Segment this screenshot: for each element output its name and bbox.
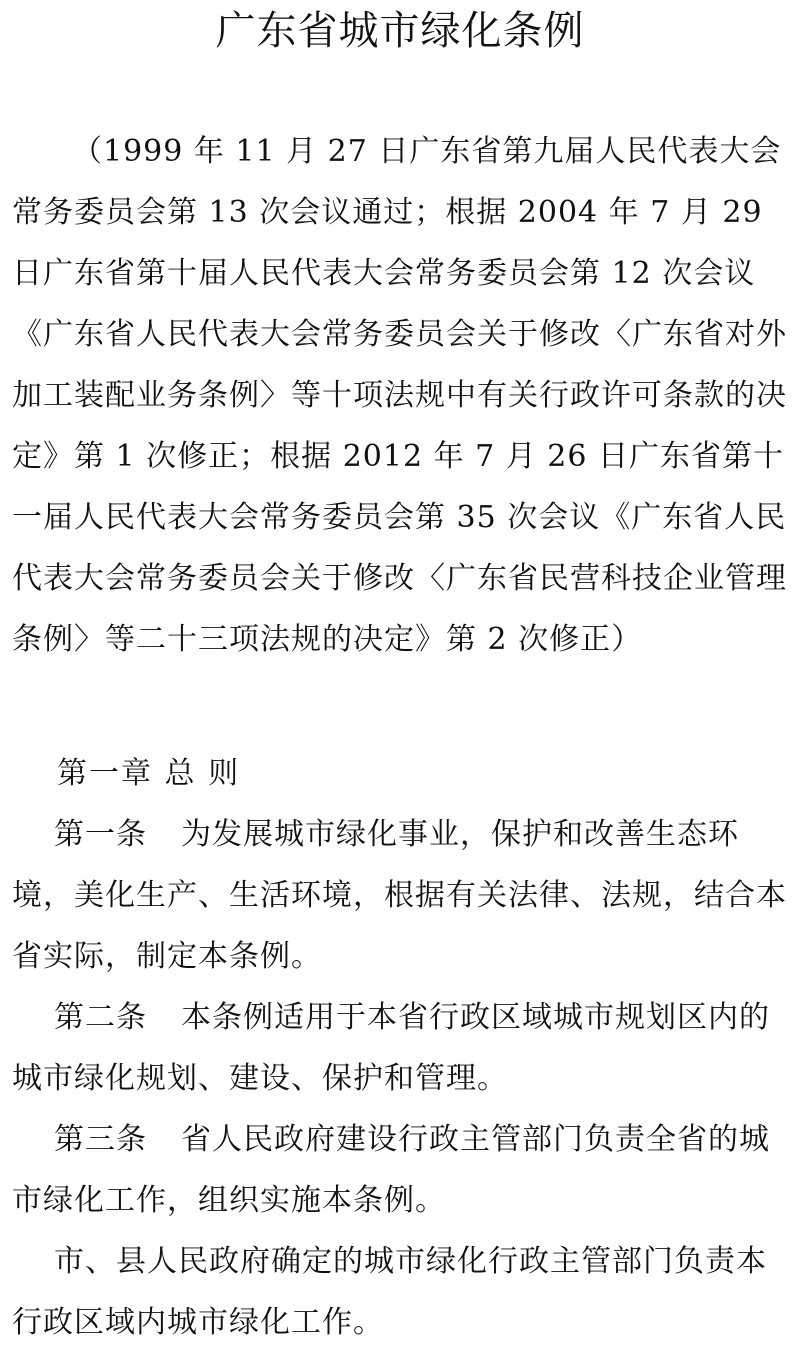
document-title: 广东省城市绿化条例 bbox=[215, 8, 585, 54]
article-3 bbox=[12, 1109, 788, 1231]
article-text: 省人民政府建设行政主管部门负责全省的城市绿化工作，组织实施本条例。 bbox=[12, 1122, 770, 1218]
article-1 bbox=[12, 804, 788, 987]
chapter-heading: 第一章 总 则 bbox=[57, 756, 241, 791]
article-text: 为发展城市绿化事业，保护和改善生态环境，美化生产、生活环境，根据有关法律、法规，结合本省实际，制定本条例。 bbox=[12, 817, 787, 974]
article-number: 第一条 bbox=[54, 817, 147, 852]
article-number: 第二条 bbox=[54, 1000, 147, 1035]
legislative-history-note: （1999 年 11 月 27 日广东省第九届人民代表大会常务委员会第 13 次会议通过；根据 2004 年 7 月 29 日广东省第十届人民代表大会常务委员会第 12 次会议《广东省人民代表大会常务委员会关于修改〈广东省对外加工装配业务条例〉等十项法规中有关行政许可条款的决定》第 1 次修正；根据 2012 年 7 月 26 日广东省第十一届人民代表大会常务委员会第 35 次会议《广东省人民代表大会常务委员会关于修改〈广东省民营科技企业管理条例〉等二十三项法规的决定》第 2 次修正） bbox=[12, 134, 787, 657]
article-number: 第三条 bbox=[54, 1122, 147, 1157]
article-2 bbox=[12, 987, 788, 1109]
article-3-paragraph-2: 市、县人民政府确定的城市绿化行政主管部门负责本行政区域内城市绿化工作。 bbox=[12, 1244, 767, 1340]
section-spacer bbox=[12, 670, 788, 743]
article-text: 本条例适用于本省行政区域城市规划区内的城市绿化规划、建设、保护和管理。 bbox=[12, 1000, 770, 1096]
